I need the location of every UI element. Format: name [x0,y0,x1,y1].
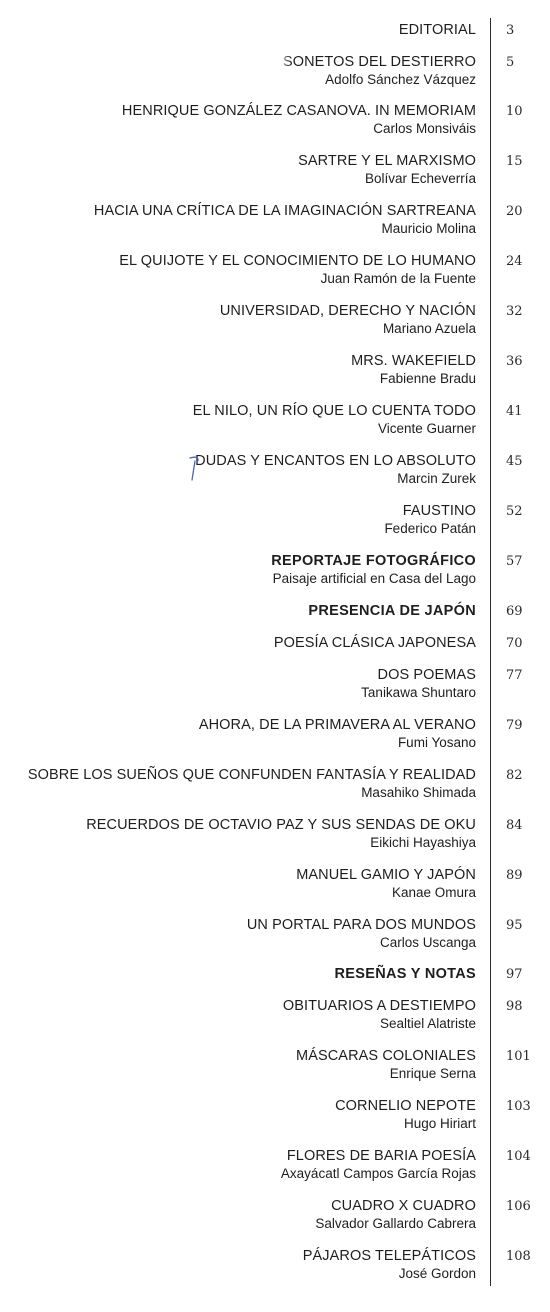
entry-page: 36 [506,354,523,369]
entry-title: DUDAS Y ENCANTOS EN LO ABSOLUTO [195,453,476,469]
entry-page: 57 [506,554,523,569]
entry-title: UN PORTAL PARA DOS MUNDOS [246,917,476,933]
entry-author: Federico Patán [384,521,476,536]
entry-page: 95 [506,918,523,933]
entry-page: 32 [506,304,523,319]
entry-title: MÁSCARAS COLONIALES [296,1048,476,1064]
entry-title: EL NILO, UN RÍO QUE LO CUENTA TODO [192,403,476,419]
entry-author: Vicente Guarner [377,421,476,436]
white-redaction-patch [66,40,278,76]
entry-author: Fumi Yosano [397,735,476,750]
entry-title: SOBRE LOS SUEÑOS QUE CONFUNDEN FANTASÍA Y REALIDAD [27,767,476,783]
entry-page: 79 [506,718,523,733]
entry-page: 45 [506,454,523,469]
section-subtitle: Paisaje artificial en Casa del Lago [272,571,476,586]
entry-author: Fabienne Bradu [379,371,476,386]
entry-title: HENRIQUE GONZÁLEZ CASANOVA. IN MEMORIAM [121,103,476,119]
entry-author: Marcin Zurek [397,471,476,486]
entry-author: Masahiko Shimada [361,785,476,800]
entry-page: 41 [506,404,523,419]
entry-page: 24 [506,254,523,269]
entry-page: 106 [506,1199,531,1214]
entry-page: 70 [506,636,523,651]
entry-title: OBITUARIOS A DESTIEMPO [282,998,476,1014]
entry-author: Mariano Azuela [382,321,476,336]
entry-title: SARTRE Y EL MARXISMO [298,153,476,169]
pen-mark-icon [176,450,206,490]
entry-author: Enrique Serna [389,1066,476,1081]
entry-author: Sealtiel Alatriste [379,1016,476,1031]
entry-author: Tanikawa Shuntaro [361,685,476,700]
entry-page: 3 [506,23,515,38]
entry-title: UNIVERSIDAD, DERECHO Y NACIÓN [219,303,476,319]
entry-page: 89 [506,868,523,883]
entry-page: 10 [506,104,523,119]
entry-author: Carlos Uscanga [379,935,476,950]
entry-title: CUADRO X CUADRO [331,1198,476,1214]
entry-page: 97 [506,967,523,982]
entry-page: 5 [506,55,515,70]
entry-author: Carlos Monsiváis [373,121,476,136]
entry-title: DOS POEMAS [377,667,476,683]
section-title: PRESENCIA DE JAPÓN [308,603,476,619]
entry-author: Salvador Gallardo Cabrera [315,1216,476,1231]
page-number-divider [490,18,491,1286]
entry-page: 77 [506,668,523,683]
section-title: RESEÑAS Y NOTAS [334,966,476,982]
entry-title: HACIA UNA CRÍTICA DE LA IMAGINACIÓN SARTREANA [93,203,476,219]
entry-author: Kanae Omura [391,885,476,900]
entry-page: 108 [506,1249,531,1264]
entry-title: AHORA, DE LA PRIMAVERA AL VERANO [198,717,476,733]
entry-page: 82 [506,768,523,783]
entry-title: PÁJAROS TELEPÁTICOS [302,1248,476,1264]
entry-page: 20 [506,204,523,219]
entry-page: 104 [506,1149,531,1164]
entry-title: MRS. WAKEFIELD [351,353,476,369]
entry-page: 101 [506,1049,531,1064]
entry-title: MANUEL GAMIO Y JAPÓN [296,867,476,883]
entry-author: Juan Ramón de la Fuente [320,271,476,286]
section-title: REPORTAJE FOTOGRÁFICO [271,553,476,569]
entry-title: POESÍA CLÁSICA JAPONESA [273,635,476,651]
entry-author: Axayácatl Campos García Rojas [280,1166,476,1181]
entry-page: 98 [506,999,523,1014]
entry-title: EDITORIAL [398,22,476,38]
entry-author: Adolfo Sánchez Vázquez [325,72,476,87]
entry-author: José Gordon [398,1266,476,1281]
entry-title: FLORES DE BARIA POESÍA [286,1148,476,1164]
entry-title: RECUERDOS DE OCTAVIO PAZ Y SUS SENDAS DE OKU [86,817,476,833]
entry-page: 69 [506,604,523,619]
entry-page: 15 [506,154,523,169]
entry-title: SONETOS DEL DESTIERRO [282,54,476,70]
entry-author: Mauricio Molina [381,221,476,236]
entry-author: Hugo Hiriart [403,1116,476,1131]
entry-title: EL QUIJOTE Y EL CONOCIMIENTO DE LO HUMANO [119,253,476,269]
entry-page: 84 [506,818,523,833]
entry-page: 52 [506,504,523,519]
entry-author: Bolívar Echeverría [364,171,476,186]
entry-author: Eikichi Hayashiya [370,835,476,850]
entry-page: 103 [506,1099,531,1114]
entry-title: FAUSTINO [402,503,476,519]
entry-title: CORNELIO NEPOTE [335,1098,476,1114]
